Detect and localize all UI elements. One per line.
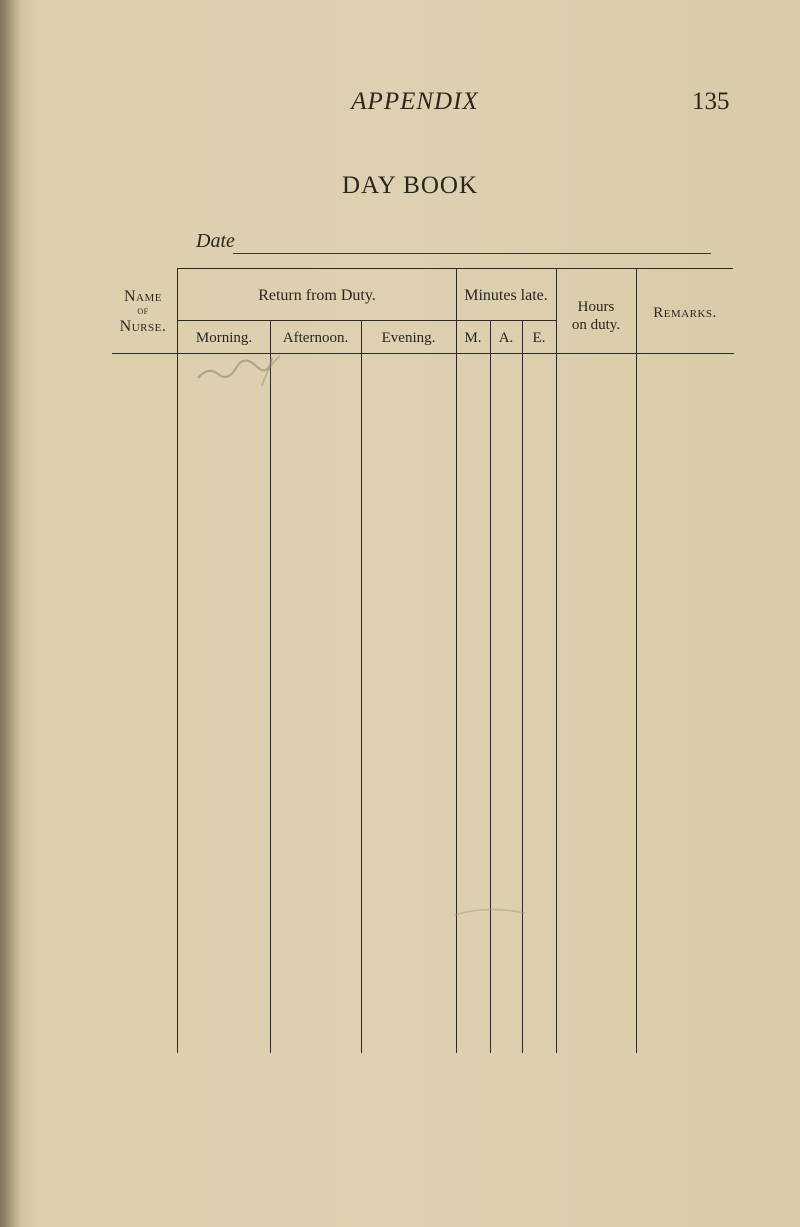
name-col-line3: Nurse.	[119, 318, 167, 335]
hours-col-header	[556, 298, 636, 334]
m-col-header: M.	[464, 330, 482, 346]
header-bottom-rule	[112, 353, 734, 354]
col-divider-evening	[456, 268, 457, 1053]
return-group-underline	[178, 320, 456, 321]
col-divider-name	[177, 268, 178, 1053]
afternoon-col-header: Afternoon.	[282, 330, 349, 346]
page-number: 135	[692, 88, 730, 115]
col-divider-m	[490, 321, 491, 1053]
name-col-line1: Name	[124, 288, 162, 305]
col-divider-morning	[270, 321, 271, 1053]
col-divider-hours	[636, 268, 637, 1053]
date-label: Date	[196, 230, 235, 252]
col-divider-afternoon	[361, 321, 362, 1053]
page-title: DAY BOOK	[341, 172, 479, 199]
name-col-header	[108, 289, 178, 334]
spine-shadow	[0, 0, 22, 1227]
col-divider-e	[556, 268, 557, 1053]
hours-col-line1: Hours	[577, 299, 615, 315]
hours-col-line2: on duty.	[571, 317, 621, 333]
date-line	[233, 253, 711, 254]
remarks-col-header: Remarks.	[653, 305, 717, 321]
late-group-header: Minutes late.	[464, 287, 548, 304]
morning-col-header: Morning.	[195, 330, 253, 346]
evening-col-header: Evening.	[381, 330, 436, 346]
late-group-underline	[456, 320, 556, 321]
col-divider-a	[522, 321, 523, 1053]
running-title: APPENDIX	[351, 88, 479, 115]
return-group-header: Return from Duty.	[258, 287, 376, 304]
name-col-line2: of	[137, 305, 149, 317]
e-col-header: E.	[532, 330, 546, 346]
a-col-header: A.	[498, 330, 514, 346]
